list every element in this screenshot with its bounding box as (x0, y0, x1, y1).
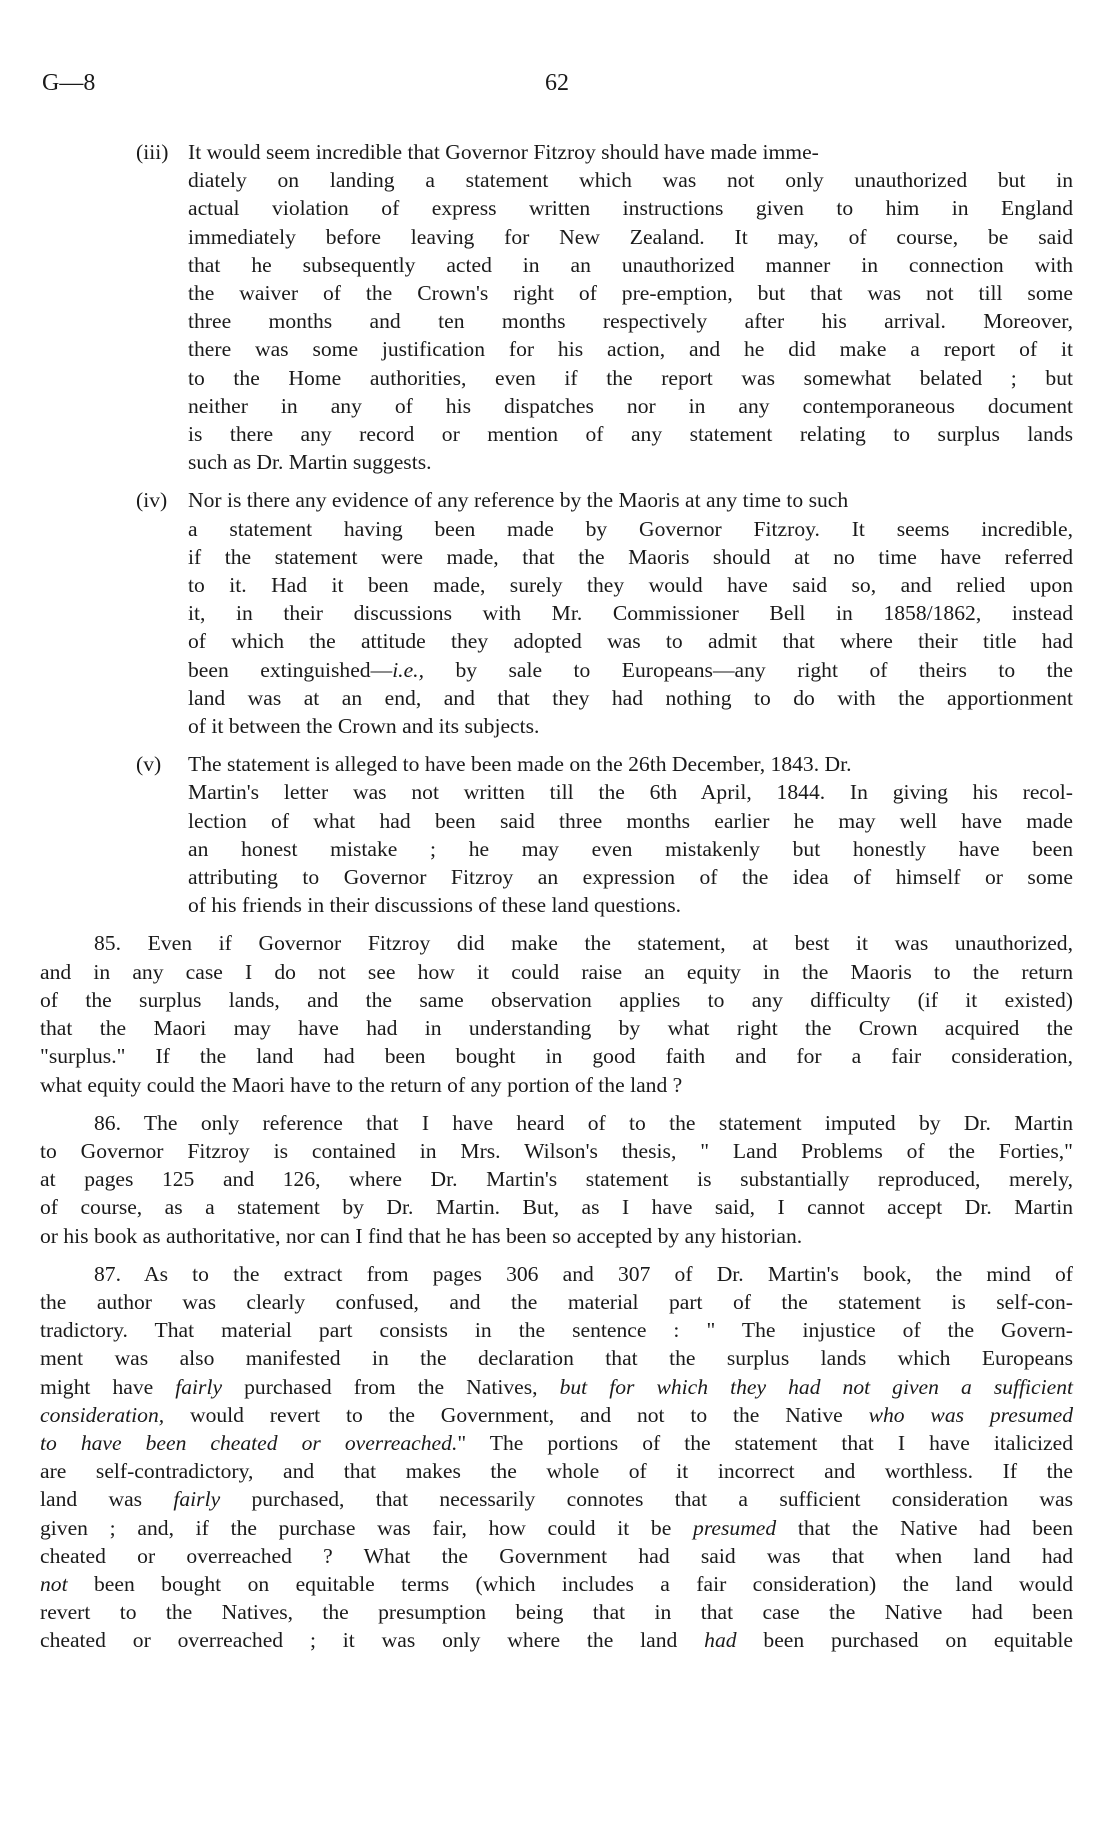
text-line: that he subsequently acted in an unauthorized manner in connection with (188, 252, 1073, 277)
document-body (40, 138, 1073, 1665)
text-line: "surplus." If the land had been bought in good faith and for a fair consideration, (40, 1044, 1073, 1069)
text-line: diately on landing a statement which was not only unauthorized but in (188, 168, 1073, 193)
text-line: immediately before leaving for New Zealand. It may, of course, be said (188, 224, 1073, 249)
text-line: given ; and, if the purchase was fair, how could it be presumed that the Native had been (40, 1515, 1073, 1540)
text-line: are self-contradictory, and that makes the whole of it incorrect and worthless. If the (40, 1459, 1073, 1484)
text-line: neither in any of his dispatches nor in any contemporaneous document (188, 393, 1073, 418)
text-line: Nor is there any evidence of any reference by the Maoris at any time to such (188, 488, 849, 513)
text-line: that the Maori may have had in understanding by what right the Crown acquired the (40, 1016, 1073, 1041)
text-line: of the surplus lands, and the same observation applies to any difficulty (if it existed) (40, 987, 1073, 1012)
subparagraph-text (188, 488, 1073, 740)
text-line: not been bought on equitable terms (which includes a fair consideration) the land would (40, 1571, 1073, 1596)
text-line: It would seem incredible that Governor Fitzroy should have made imme- (188, 140, 819, 164)
subparagraph-number: (v) (136, 752, 162, 777)
text-line: to have been cheated or overreached." The portions of the statement that I have italicized (40, 1430, 1073, 1455)
text-line: to Governor Fitzroy is contained in Mrs. Wilson's thesis, " Land Problems of the Forties," (40, 1138, 1073, 1163)
text-line: The statement is alleged to have been made on the 26th December, 1843. Dr. (188, 752, 852, 777)
subparagraph-iii (40, 138, 1073, 476)
text-line: if the statement were made, that the Maoris should at no time have referred (188, 544, 1073, 569)
text-line: and in any case I do not see how it could raise an equity in the Maoris to the return (40, 959, 1073, 984)
text-line: to it. Had it been made, surely they would have said so, and relied upon (188, 573, 1073, 598)
text-line: cheated or overreached ? What the Government had said was that when land had (40, 1543, 1073, 1568)
text-line: it, in their discussions with Mr. Commissioner Bell in 1858/1862, instead (188, 601, 1073, 626)
text-line: revert to the Natives, the presumption being that in that case the Native had been (40, 1600, 1073, 1625)
text-line: 85. Even if Governor Fitzroy did make the statement, at best it was unauthorized, (94, 931, 1073, 956)
text-line: or his book as authoritative, nor can I find that he has been so accepted by any historian. (40, 1223, 803, 1248)
text-line: a statement having been made by Governor Fitzroy. It seems incredible, (188, 516, 1073, 541)
text-line: land was fairly purchased, that necessarily connotes that a sufficient consideration was (40, 1487, 1074, 1512)
document-reference: G—8 (42, 70, 96, 96)
subparagraph-number: (iv) (136, 488, 168, 513)
text-line: what equity could the Maori have to the return of any portion of the land ? (40, 1072, 683, 1097)
text-line: cheated or overreached ; it was only where the land had been purchased on equitable (40, 1628, 1073, 1653)
paragraph-86 (40, 1109, 1073, 1250)
text-line: 87. As to the extract from pages 306 and 307 of Dr. Martin's book, the mind of (94, 1261, 1073, 1286)
text-line: land was at an end, and that they had nothing to do with the apportionment (188, 685, 1073, 710)
text-line: the waiver of the Crown's right of pre-emption, but that was not till some (188, 281, 1073, 306)
text-line: consideration, would revert to the Government, and not to the Native who was presumed (40, 1402, 1074, 1427)
text-line: is there any record or mention of any statement relating to surplus lands (188, 422, 1073, 447)
text-line: of which the attitude they adopted was to admit that where their title had (188, 629, 1073, 654)
text-line: of his friends in their discussions of these land questions. (188, 893, 681, 918)
page-header (42, 70, 1072, 104)
text-line: lection of what had been said three months earlier he may well have made (188, 808, 1073, 833)
subparagraph-v (40, 750, 1073, 919)
text-line: of course, as a statement by Dr. Martin. But, as I have said, I cannot accept Dr. Martin (40, 1195, 1073, 1220)
subparagraph-number: (iii) (136, 140, 169, 164)
text-line: attributing to Governor Fitzroy an expression of the idea of himself or some (188, 865, 1073, 890)
text-line: an honest mistake ; he may even mistakenly but honestly have been (188, 836, 1073, 861)
text-line: there was some justification for his action, and he did make a report of it (188, 337, 1073, 362)
paragraph-87 (40, 1260, 1073, 1655)
text-line: at pages 125 and 126, where Dr. Martin's statement is substantially reproduced, merely, (40, 1167, 1073, 1192)
text-line: to the Home authorities, even if the report was somewhat belated ; but (188, 365, 1073, 390)
text-line: of it between the Crown and its subjects. (188, 714, 540, 739)
text-line: such as Dr. Martin suggests. (188, 450, 432, 475)
text-line: the author was clearly confused, and the material part of the statement is self-con- (40, 1289, 1073, 1314)
subparagraph-text (188, 752, 1073, 919)
page-number: 62 (545, 70, 569, 96)
text-line: 86. The only reference that I have heard of to the statement imputed by Dr. Martin (94, 1110, 1073, 1135)
subparagraph-iv (40, 486, 1073, 740)
text-line: actual violation of express written instructions given to him in England (188, 196, 1073, 221)
text-line: tradictory. That material part consists in the sentence : " The injustice of the Govern- (40, 1318, 1073, 1343)
text-line: ment was also manifested in the declaration that the surplus lands which Europeans (40, 1346, 1073, 1371)
text-line: Martin's letter was not written till the 6th April, 1844. In giving his recol- (188, 780, 1073, 805)
text-line: might have fairly purchased from the Natives, but for which they had not given a sufficient (40, 1374, 1074, 1399)
paragraph-85 (40, 929, 1073, 1098)
text-line: three months and ten months respectively after his arrival. Moreover, (188, 309, 1073, 334)
subparagraph-text (188, 140, 1073, 476)
text-line: been extinguished—i.e., by sale to Europeans—any right of theirs to the (188, 657, 1073, 682)
